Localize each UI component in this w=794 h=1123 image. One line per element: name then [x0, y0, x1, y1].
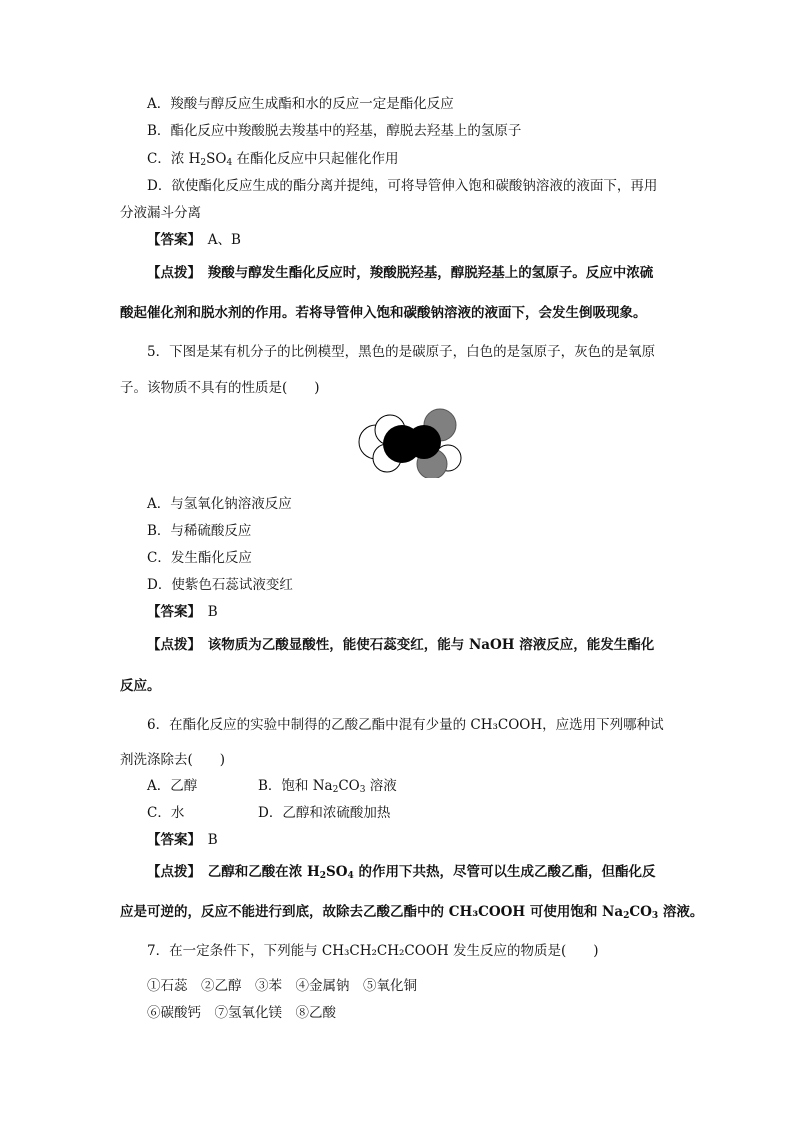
molecule-space-filling-model	[354, 404, 466, 478]
q5-stem-line2: 子。该物质不具有的性质是( )	[120, 380, 320, 396]
q4-option-a: A．羧酸与醇反应生成酯和水的反应一定是酯化反应	[147, 96, 454, 112]
q4-option-d-line2: 分液漏斗分离	[120, 205, 201, 221]
q6-tip-line2: 应是可逆的，反应不能进行到底，故除去乙酸乙酯中的 CH₃COOH 可使用饱和 $Na_2CO_3$ 溶液。	[120, 904, 704, 921]
q4-answer: 【答案】 A、B	[147, 232, 241, 248]
q4-tip-line1: 【点拨】 羧酸与醇发生酯化反应时，羧酸脱羟基，醇脱羟基上的氢原子。反应中浓硫	[147, 265, 654, 281]
q4-option-b: B．酯化反应中羧酸脱去羧基中的羟基，醇脱去羟基上的氢原子	[147, 123, 522, 139]
q6-option-a: A．乙醇	[147, 778, 198, 794]
q6-stem-line1: 6．在酯化反应的实验中制得的乙酸乙酯中混有少量的 CH₃COOH，应选用下列哪种试	[147, 717, 664, 733]
q5-tip-line1: 【点拨】 该物质为乙酸显酸性，能使石蕊变红，能与 NaOH 溶液反应，能发生酯化	[147, 637, 655, 653]
carbon-atom	[407, 425, 441, 459]
q6-answer: 【答案】 B	[147, 832, 218, 848]
q6-option-b: B．饱和 $Na_2CO_3$ 溶液	[258, 778, 397, 795]
q4-option-d-line1: D．欲使酯化反应生成的酯分离并提纯，可将导管伸入饱和碳酸钠溶液的液面下，再用	[147, 178, 658, 194]
q6-option-d: D．乙醇和浓硫酸加热	[258, 805, 391, 821]
q6-stem-line2: 剂洗涤除去( )	[120, 752, 226, 768]
q5-tip-line2: 反应。	[120, 678, 161, 694]
q5-answer: 【答案】 B	[147, 604, 218, 620]
q5-option-c: C．发生酯化反应	[147, 550, 252, 566]
q7-stem: 7．在一定条件下，下列能与 CH₃CH₂CH₂COOH 发生反应的物质是( )	[147, 943, 599, 959]
q5-option-a: A．与氢氧化钠溶液反应	[147, 496, 292, 512]
q6-option-c: C．水	[147, 805, 185, 821]
q6-tip-line1: 【点拨】 乙醇和乙酸在浓 $H_2SO_4$ 的作用下共热，尽管可以生成乙酸乙酯，但酯化反	[147, 864, 656, 881]
q5-stem-line1: 5．下图是某有机分子的比例模型，黑色的是碳原子，白色的是氢原子，灰色的是氧原	[147, 344, 656, 360]
q5-option-d: D．使紫色石蕊试液变红	[147, 577, 293, 593]
q4-option-c: C．浓 $H_2SO_4$ 在酯化反应中只起催化作用	[147, 151, 399, 168]
q4-tip-line2: 酸起催化剂和脱水剂的作用。若将导管伸入饱和碳酸钠溶液的液面下，会发生倒吸现象。	[120, 305, 647, 321]
q5-option-b: B．与稀硫酸反应	[147, 523, 252, 539]
q7-items-line1: ①石蕊 ②乙醇 ③苯 ④金属钠 ⑤氧化铜	[147, 978, 417, 994]
q7-items-line2: ⑥碳酸钙 ⑦氢氧化镁 ⑧乙酸	[147, 1005, 336, 1021]
